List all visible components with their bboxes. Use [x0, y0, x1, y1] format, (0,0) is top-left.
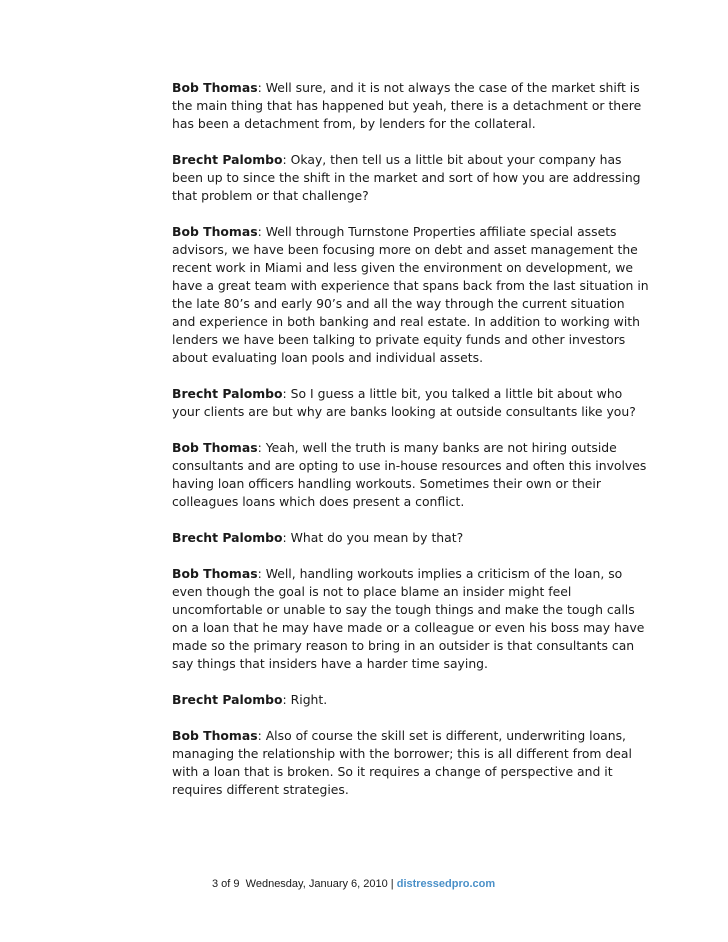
speaker-name: Brecht Palombo	[172, 530, 283, 545]
transcript-paragraph	[172, 151, 650, 205]
speaker-name: Bob Thomas	[172, 728, 258, 743]
speaker-name: Brecht Palombo	[172, 386, 283, 401]
footer-separator: |	[390, 878, 394, 890]
speaker-name: Brecht Palombo	[172, 692, 283, 707]
transcript-paragraph	[172, 385, 650, 421]
site-link[interactable]: distressedpro.com	[396, 878, 496, 890]
transcript-paragraph	[172, 727, 650, 799]
transcript-paragraph	[172, 439, 650, 511]
dialogue-text: : Well through Turnstone Properties affiliate special assets advisors, we have been focusing more on debt and asset management the recent work in Miami and less given the environment on development, we have a great team with experience that spans back from the last situation in the late 80’s and early 90’s and all the way through the current situation and experience in both banking and real estate. In addition to working with lenders we have been talking to private equity funds and other investors about evaluating loan pools and individual assets.	[172, 224, 649, 365]
dialogue-text: : Right.	[282, 692, 328, 707]
speaker-name: Bob Thomas	[172, 224, 258, 239]
dialogue-text: : What do you mean by that?	[282, 530, 464, 545]
dialogue-text: : Well sure, and it is not always the case of the market shift is the main thing that has happened but yeah, there is a detachment or there has been a detachment from, by lenders for the collateral.	[172, 80, 642, 131]
transcript-paragraph	[172, 691, 650, 709]
speaker-name: Bob Thomas	[172, 80, 258, 95]
transcript-paragraph	[172, 79, 650, 133]
dialogue-text: : Yeah, well the truth is many banks are not hiring outside consultants and are opting to use in-house resources and often this involves having loan officers handling workouts. Sometimes their own or their colleagues loans which does present a conflict.	[172, 440, 647, 509]
speaker-name: Bob Thomas	[172, 566, 258, 581]
transcript-paragraph	[172, 565, 650, 673]
dialogue-text: : Well, handling workouts implies a criticism of the loan, so even though the goal is not to place blame an insider might feel uncomfortable or unable to say the tough things and make the tough calls on a loan that he may have made or a colleague or even his boss may have made so the primary reason to bring in an outsider is that consultants can say things that insiders have a harder time saying.	[172, 566, 645, 671]
dialogue-text: : Okay, then tell us a little bit about your company has been up to since the shift in the market and sort of how you are addressing that problem or that challenge?	[172, 152, 641, 203]
transcript-body	[172, 79, 650, 817]
dialogue-text: : Also of course the skill set is different, underwriting loans, managing the relationship with the borrower; this is all different from deal with a loan that is broken. So it requires a change of perspective and it requires different strategies.	[172, 728, 632, 797]
speaker-name: Brecht Palombo	[172, 152, 283, 167]
page-number: 3 of 9	[212, 878, 240, 890]
transcript-paragraph	[172, 529, 650, 547]
footer-date: Wednesday, January 6, 2010	[245, 878, 388, 890]
transcript-paragraph	[172, 223, 650, 367]
speaker-name: Bob Thomas	[172, 440, 258, 455]
dialogue-text: : So I guess a little bit, you talked a little bit about who your clients are but why are banks looking at outside consultants like you?	[172, 386, 636, 419]
page-footer	[212, 878, 495, 890]
